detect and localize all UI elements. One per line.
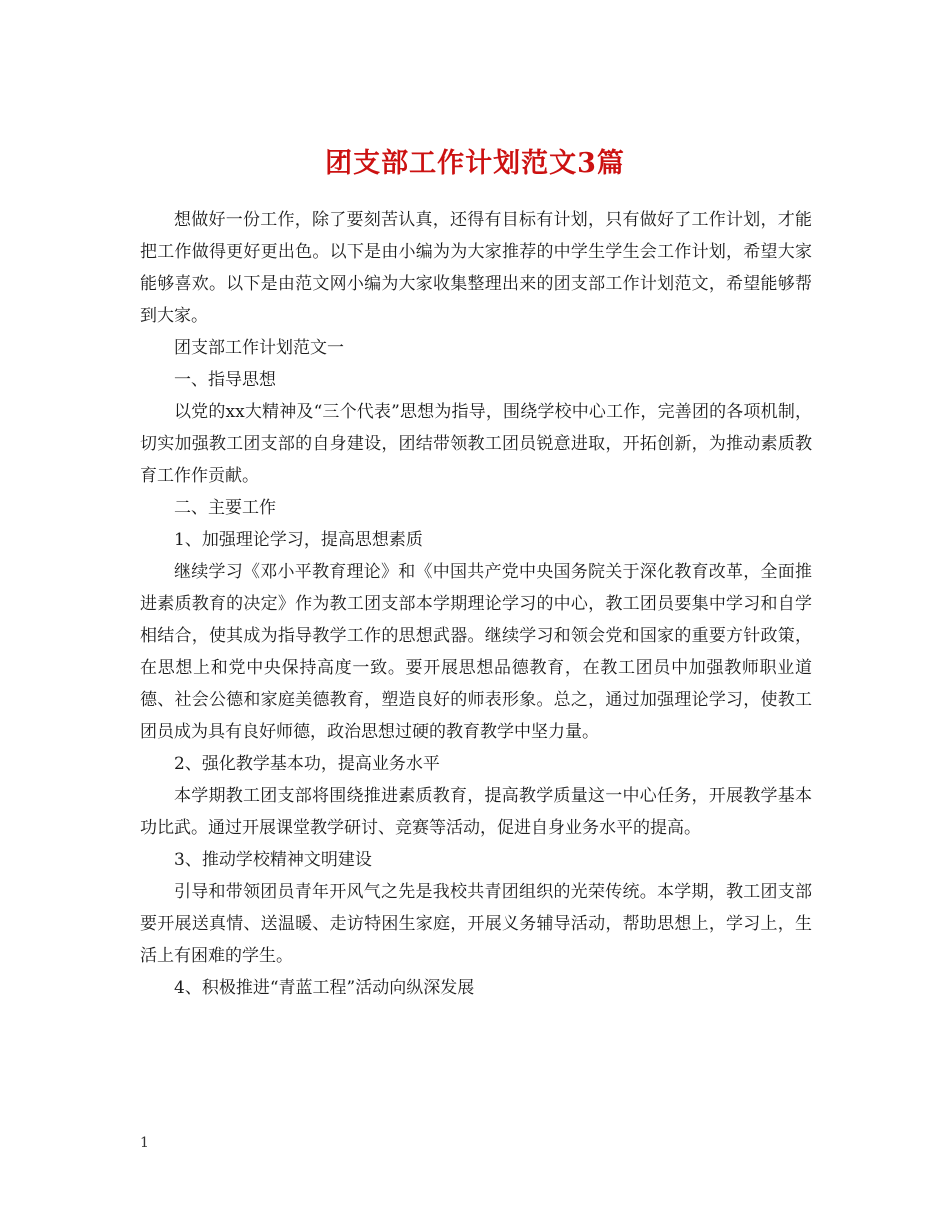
paragraph-item-1-heading: 1、加强理论学习，提高思想素质 bbox=[174, 530, 423, 550]
page-number: 1 bbox=[140, 1135, 149, 1151]
paragraph-item-2-body: 本学期教工团支部将围绕推进素质教育，提高教学质量这一中心任务，开展教学基本功比武。通过开展课堂教学研讨、竞赛等活动，促进自身业务水平的提高。 bbox=[140, 786, 812, 838]
paragraph-heading-main-work: 二、主要工作 bbox=[174, 498, 276, 518]
paragraph-guiding-thought: 以党的xx大精神及“三个代表”思想为指导，围绕学校中心工作，完善团的各项机制，切实加强教工团支部的自身建设，团结带领教工团员锐意进取，开拓创新，为推动素质教育工作作贡献。 bbox=[140, 402, 812, 486]
paragraph-item-3-heading: 3、推动学校精神文明建设 bbox=[174, 850, 372, 870]
paragraph-item-2-heading: 2、强化教学基本功，提高业务水平 bbox=[174, 754, 440, 774]
paragraph-intro: 想做好一份工作，除了要刻苦认真，还得有目标有计划，只有做好了工作计划，才能把工作做得更好更出色。以下是由小编为为大家推荐的中学生学生会工作计划，希望大家能够喜欢。以下是由范文网小编为大家收集整理出来的团支部工作计划范文，希望能够帮到大家。 bbox=[140, 210, 812, 326]
paragraph-item-1-body: 继续学习《邓小平教育理论》和《中国共产党中央国务院关于深化教育改革，全面推进素质教育的决定》作为教工团支部本学期理论学习的中心，教工团员要集中学习和自学相结合，使其成为指导教学工作的思想武器。继续学习和领会党和国家的重要方针政策，在思想上和党中央保持高度一致。要开展思想品德教育，在教工团员中加强教师职业道德、社会公德和家庭美德教育，塑造良好的师表形象。总之，通过加强理论学习，使教工团员成为具有良好师德，政治思想过硬的教育教学中坚力量。 bbox=[140, 562, 812, 742]
document-body bbox=[140, 204, 812, 1004]
paragraph-section-heading: 团支部工作计划范文一 bbox=[174, 338, 344, 358]
paragraph-item-3-body: 引导和带领团员青年开风气之先是我校共青团组织的光荣传统。本学期，教工团支部要开展送真情、送温暖、走访特困生家庭，开展义务辅导活动，帮助思想上，学习上，生活上有困难的学生。 bbox=[140, 882, 812, 966]
paragraph-heading-guiding-thought: 一、指导思想 bbox=[174, 370, 276, 390]
document-title: 团支部工作计划范文3篇 bbox=[325, 148, 625, 180]
paragraph-item-4-heading: 4、积极推进“青蓝工程”活动向纵深发展 bbox=[174, 978, 475, 998]
